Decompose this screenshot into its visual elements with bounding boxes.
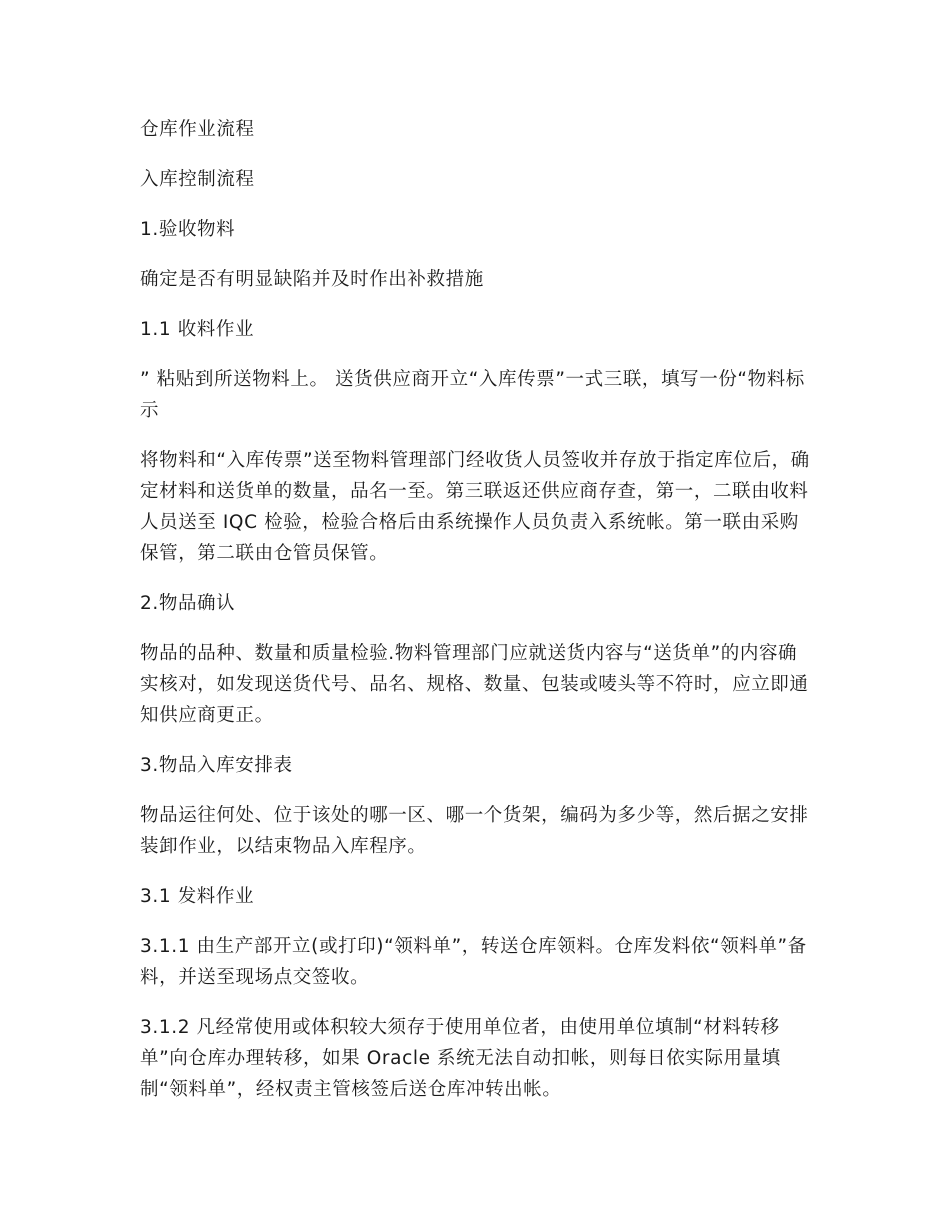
section-heading-3-1: 3.1 发料作业 xyxy=(140,886,255,907)
section-heading-2: 2.物品确认 xyxy=(140,593,236,614)
section-heading-3: 3.物品入库安排表 xyxy=(140,755,293,776)
paragraph-3-1-2: 3.1.2 凡经常使用或体积较大须存于使用单位者，由使用单位填制“材料转移单”向仓库办理转移，如果 Oracle 系统无法自动扣帐，则每日依实际用量填制“领料单”，经权责主管核签后送仓库冲转出帐。 xyxy=(140,1017,781,1100)
section-heading-1: 1.验收物料 xyxy=(140,219,236,240)
paragraph-1-1-body: ” 粘贴到所送物料上。 送货供应商开立“入库传票”一式三联，填写一份“物料标示 xyxy=(140,369,805,421)
section-heading-inbound-control: 入库控制流程 xyxy=(140,169,255,190)
paragraph-3-body: 物品运往何处、位于该处的哪一区、哪一个货架，编码为多少等，然后据之安排装卸作业，以结束物品入库程序。 xyxy=(140,805,809,857)
paragraph-2-body: 物品的品种、数量和质量检验.物料管理部门应就送货内容与“送货单”的内容确实核对，如发现送货代号、品名、规格、数量、包装或唛头等不符时，应立即通知供应商更正。 xyxy=(140,643,809,726)
section-heading-1-1: 1.1 收料作业 xyxy=(140,319,255,340)
paragraph-3-1-1: 3.1.1 由生产部开立(或打印)“领料单”，转送仓库领料。仓库发料依“领料单”备料，并送至现场点交签收。 xyxy=(140,936,807,988)
doc-title: 仓库作业流程 xyxy=(140,119,255,140)
paragraph-1-body: 确定是否有明显缺陷并及时作出补救措施 xyxy=(140,269,484,290)
paragraph-1-1-detail: 将物料和“入库传票”送至物料管理部门经收货人员签收并存放于指定库位后，确定材料和送货单的数量，品名一至。第三联返还供应商存查，第一，二联由收料人员送至 IQC 检验，检验合格后由系统操作人员负责入系统帐。第一联由采购保管，第二联由仓管员保管。 xyxy=(140,450,810,564)
document-body xyxy=(140,114,812,1124)
